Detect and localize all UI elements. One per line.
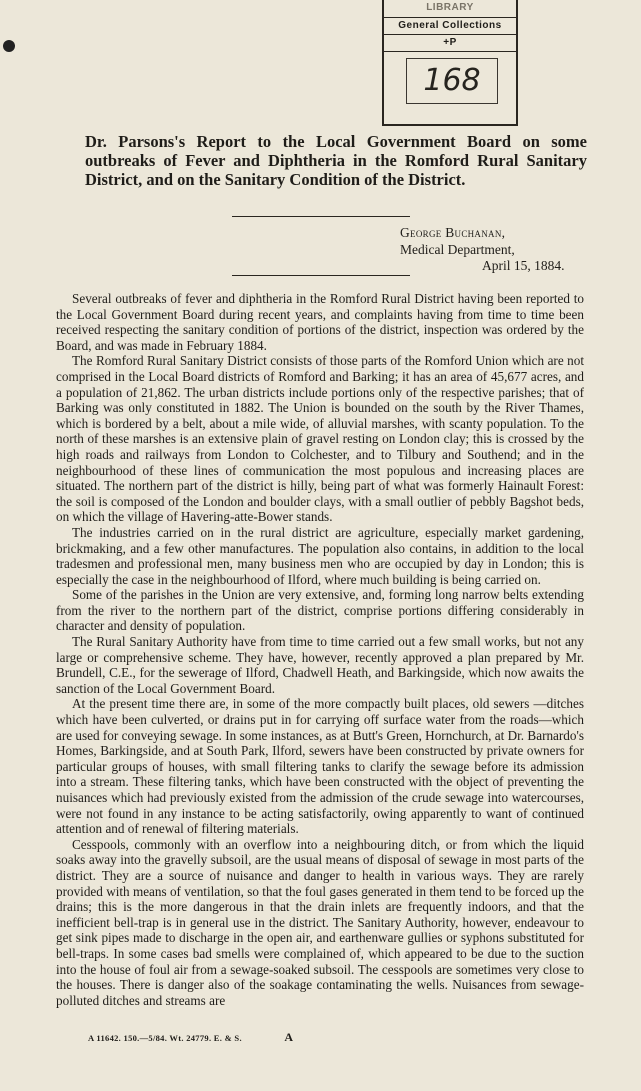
signature-name: George Buchanan,	[400, 225, 506, 240]
library-stamp	[382, 0, 518, 126]
stamp-code: +P	[384, 35, 516, 52]
paragraph: At the present time there are, in some of the more compactly built places, old sewers —ditches which have been culverted, or drains put in for carrying off surface water from the roads—which are used for conveying sewage. In some instances, as at Butt's Green, Hornchurch, at Dr. Barnardo's Homes, Barkingside, and at South Park, Ilford, sewers have been constructed by private owners for particular groups of houses, with small filtering tanks to clarify the sewage before its admission into a stream. These filtering tanks, which have been constructed with the object of preventing the nuisances which had previously existed from the admission of the crude sewage into watercourses, were not found in any instance to be acting satisfactorily, owing apparently to want of continued attention and of renewal of filtering materials.	[56, 696, 584, 837]
divider-top	[232, 216, 410, 217]
paragraph: The Rural Sanitary Authority have from time to time carried out a few small works, but not any large or comprehensive scheme. They have, however, recently approved a plan prepared by Mr. Brundell, C.E., for the sewerage of Ilford, Chadwell Heath, and Barkingside, which now awaits the sanction of the Local Government Board.	[56, 634, 584, 696]
printer-imprint	[88, 1030, 293, 1045]
stamp-number: 168	[406, 58, 498, 104]
report-body	[56, 291, 584, 1008]
signature-date: April 15, 1884.	[482, 258, 565, 273]
signature-mark: A	[284, 1030, 294, 1044]
binding-hole	[3, 40, 15, 52]
stamp-collection: General Collections	[384, 18, 516, 35]
paragraph: Several outbreaks of fever and diphtheria in the Romford Rural District having been reported to the Local Government Board during recent years, and complaints having from time to time been received respecting the sanitary condition of portions of the district, inspection was ordered by the Board, and was made in February 1884.	[56, 291, 584, 353]
stamp-library: LIBRARY	[384, 0, 516, 18]
paragraph: Some of the parishes in the Union are very extensive, and, forming long narrow belts extending from the river to the northern part of the district, comprise portions differing considerably in character and density of population.	[56, 587, 584, 634]
report-title: Dr. Parsons's Report to the Local Government Board on some outbreaks of Fever and Diphtheria in the Romford Rural Sanitary District, and on the Sanitary Condition of the District.	[85, 132, 587, 189]
divider-bottom	[232, 275, 410, 276]
imprint-text: A 11642. 150.—5/84. Wt. 24779. E. & S.	[88, 1033, 242, 1043]
paragraph: Cesspools, commonly with an overflow into a neighbouring ditch, or from which the liquid soaks away into the gravelly subsoil, are the usual means of disposal of sewage in most parts of the district. They are a source of nuisance and danger to health in various ways. They are rarely provided with means of ventilation, so that the foul gases generated in them tend to be forced up the drains; this is the more dangerous in that the drain inlets are frequently indoors, and that the inefficient bell-trap is in general use in the district. The Sanitary Authority, however, endeavour to get sink pipes made to discharge in the open air, and earthenware gullies or syphons substituted for bell-traps. In some cases bad smells were complained of, which appeared to be due to the suction into the house of foul air from a sewage-soaked subsoil. The cesspools are sometimes very close to the houses. There is danger also of the soakage contaminating the wells. Nuisances from sewage-polluted ditches and streams are	[56, 836, 584, 1008]
paragraph: The Romford Rural Sanitary District consists of those parts of the Romford Union which are not comprised in the Local Board districts of Romford and Barking; it has an area of 45,677 acres, and a population of 21,862. The urban districts include portions only of the respective parishes; that of Barking was only constituted in 1882. The Union is bounded on the south by the River Thames, which is bordered by a belt, about a mile wide, of alluvial marshes, with scanty population. To the north of these marshes is an extensive plain of gravel resting on London clay; this is crossed by the high roads and railways from London to Colchester, and to Tilbury and Southend; and in the neighbourhood of these lines of communication the most populous and increasing places are situated. The northern part of the district is hilly, being part of what was formerly Hainault Forest: the soil is composed of the London and boulder clays, with a small outlier of pebbly Bagshot beds, on which the village of Havering-atte-Bower stands.	[56, 353, 584, 525]
paragraph: The industries carried on in the rural district are agriculture, especially market gardening, brickmaking, and a few other manufactures. The population also contains, in addition to the local tradesmen and professional men, many business men who are occupied by day in London; this is especially the case in the neighbourhood of Ilford, where much building is being carried on.	[56, 524, 584, 587]
signature-block	[400, 225, 580, 275]
signature-department: Medical Department,	[400, 241, 515, 257]
